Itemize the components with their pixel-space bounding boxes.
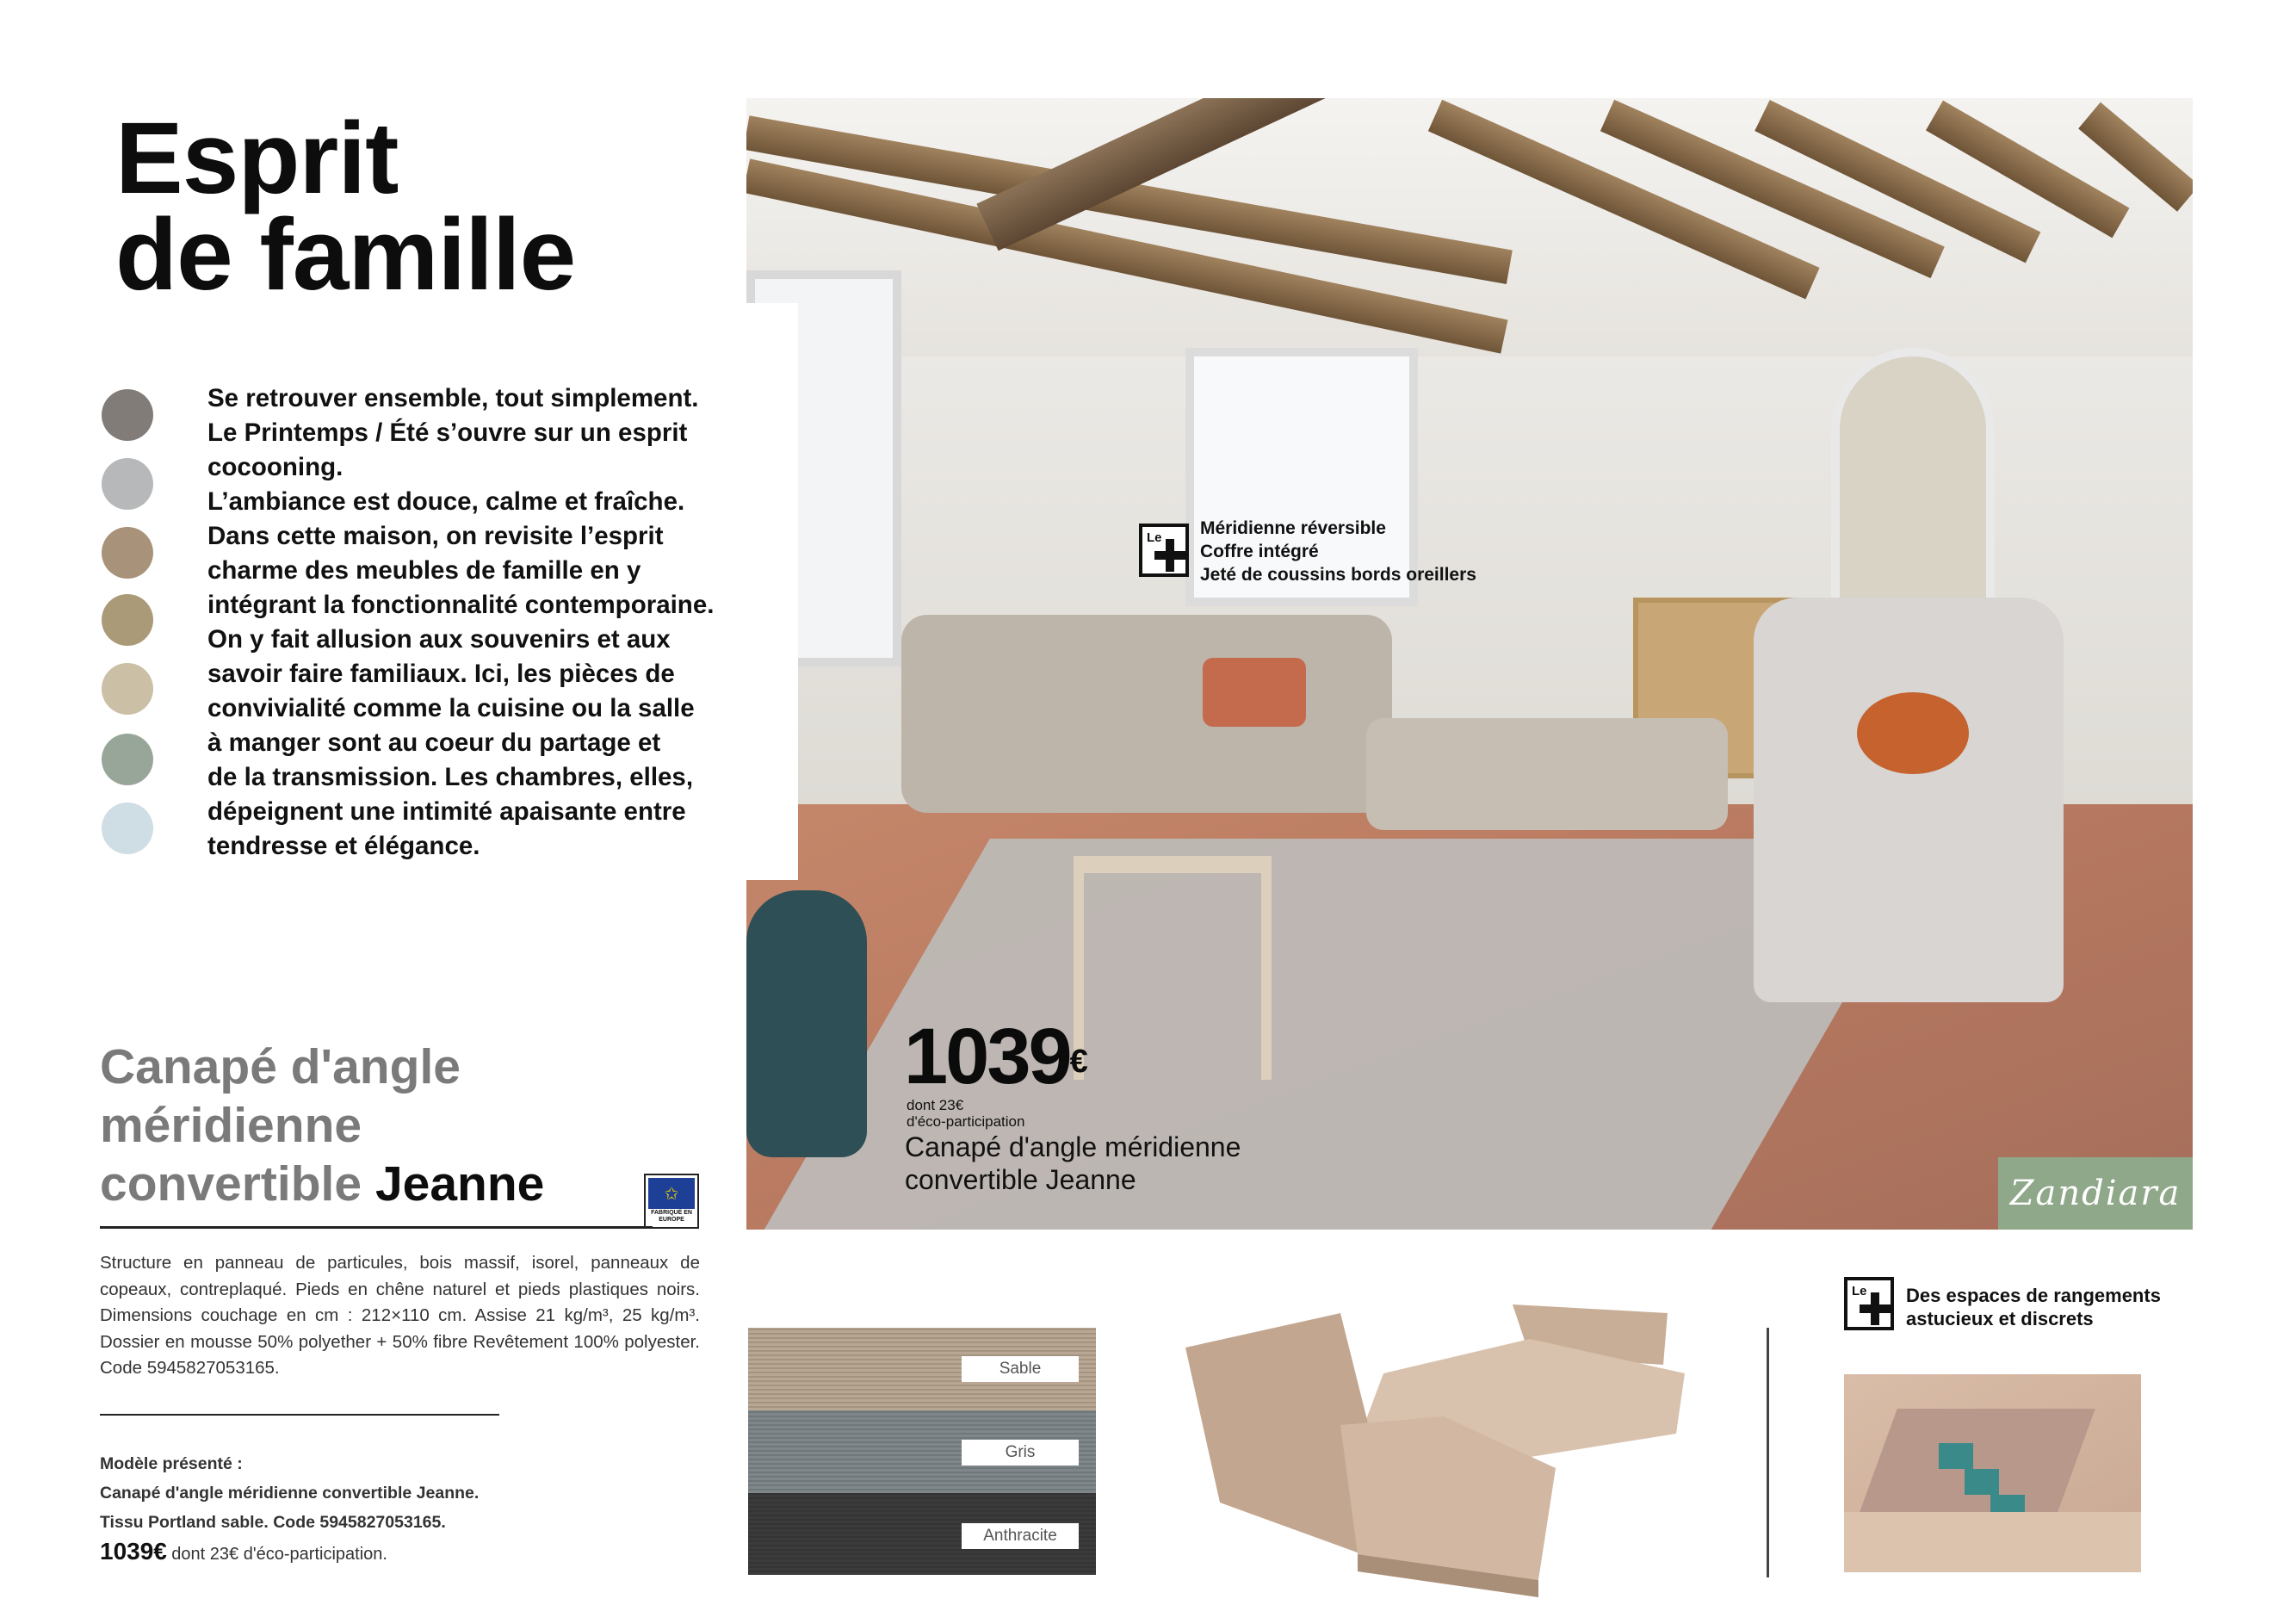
title-line-2: de famille — [115, 198, 576, 312]
title-line-1: Esprit — [115, 102, 399, 215]
divider — [100, 1226, 653, 1229]
le-label: Le — [1147, 530, 1162, 545]
price-currency: € — [1069, 1044, 1088, 1080]
eco-participation — [907, 1097, 1024, 1130]
arched-mirror — [1831, 348, 1995, 606]
product-title — [100, 1038, 544, 1213]
color-swatch — [102, 734, 153, 785]
model-label: Modèle présenté : — [100, 1454, 243, 1473]
intro-line: L’ambiance est douce, calme et fraîche. — [207, 487, 685, 516]
intro-line: cocooning. — [207, 453, 343, 481]
side-table — [1074, 856, 1272, 1080]
storage-photo — [1844, 1374, 2141, 1572]
cushion — [1203, 658, 1306, 727]
fabric-label: Anthracite — [962, 1523, 1079, 1549]
feature-item: Coffre intégré — [1200, 542, 1319, 561]
feature-item: Jeté de coussins bords oreillers — [1200, 565, 1476, 585]
fabric-label: Gris — [962, 1440, 1079, 1466]
price-tag — [904, 1013, 1088, 1100]
photo-inset-margin — [746, 303, 798, 880]
le-plus-icon — [1139, 524, 1189, 577]
product-name: Jeanne — [374, 1156, 545, 1211]
round-cushion — [1857, 692, 1969, 774]
title-line: méridienne — [100, 1098, 362, 1153]
color-swatch — [102, 527, 153, 579]
price-value: 1039 — [904, 1013, 1070, 1100]
photo-product-title — [905, 1131, 1241, 1196]
title-line: Canapé d'angle — [100, 1039, 461, 1094]
feature-list — [1200, 517, 1476, 586]
color-swatch — [102, 594, 153, 646]
intro-line: Dans cette maison, on revisite l’esprit — [207, 522, 664, 550]
intro-line: intégrant la fonctionnalité contemporaine. — [207, 591, 715, 619]
model-info — [100, 1449, 479, 1569]
vase — [746, 890, 867, 1157]
eco-line: dont 23€ — [907, 1097, 964, 1113]
brand-logo: Zandiara — [1998, 1157, 2193, 1230]
intro-line: On y fait allusion aux souvenirs et aux — [207, 625, 671, 654]
intro-line: Se retrouver ensemble, tout simplement. — [207, 384, 699, 412]
intro-line: convivialité comme la cuisine ou la salle — [207, 694, 695, 722]
color-swatch — [102, 389, 153, 441]
sofa — [901, 615, 1392, 813]
fabric-swatch-anthracite — [748, 1493, 1096, 1575]
model-eco: dont 23€ d'éco-participation. — [171, 1545, 387, 1564]
color-swatch — [102, 458, 153, 510]
eu-flag-icon: ✩ — [648, 1178, 695, 1209]
intro-line: savoir faire familiaux. Ici, les pièces de — [207, 660, 675, 688]
intro-line: tendresse et élégance. — [207, 832, 480, 860]
sofa-bed-photo — [1185, 1296, 1712, 1597]
made-in-europe-badge — [644, 1174, 699, 1229]
product-description: Structure en panneau de particules, bois massif, isorel, panneaux de copeaux, contreplaqué. Pieds en chêne naturel et pieds plastiques noirs. Dimensions couchage en cm : 212×110 cm. Assise 21 kg/m³, 25 kg/m³. Dossier en mousse 50% polyether + 50% fibre Revêtement 100% polyester. Code 5945827053165. — [100, 1253, 700, 1378]
intro-line: de la transmission. Les chambres, elles, — [207, 763, 694, 791]
fabric-swatches — [748, 1328, 1096, 1575]
fabric-label: Sable — [962, 1356, 1079, 1382]
intro-line: à manger sont au coeur du partage et — [207, 728, 661, 757]
fabric-swatch-gris — [748, 1410, 1096, 1493]
sofa-chaise — [1366, 718, 1728, 830]
page-title — [115, 102, 576, 312]
intro-text — [207, 381, 741, 864]
eco-line: d'éco-participation — [907, 1113, 1025, 1130]
le-plus-icon — [1844, 1277, 1894, 1330]
divider — [1767, 1328, 1769, 1577]
storage-feature — [1906, 1284, 2161, 1330]
intro-line: charme des meubles de famille en y — [207, 556, 641, 585]
intro-line: Le Printemps / Été s’ouvre sur un esprit — [207, 418, 688, 447]
title-line: convertible — [100, 1156, 362, 1211]
color-swatch — [102, 663, 153, 715]
title-line: Canapé d'angle méridienne — [905, 1131, 1241, 1162]
model-fabric: Tissu Portland sable. Code 5945827053165. — [100, 1513, 446, 1532]
color-swatch — [102, 802, 153, 854]
divider — [100, 1414, 499, 1416]
feature-line: astucieux et discrets — [1906, 1308, 2094, 1329]
fabric-swatch-sable — [748, 1328, 1096, 1410]
model-name: Canapé d'angle méridienne convertible Jeanne. — [100, 1484, 480, 1503]
armchair — [1754, 598, 2064, 1002]
feature-line: Des espaces de rangements — [1906, 1285, 2161, 1306]
model-price: 1039€ — [100, 1538, 167, 1565]
le-label: Le — [1852, 1284, 1867, 1298]
intro-line: dépeignent une intimité apaisante entre — [207, 797, 686, 826]
feature-item: Méridienne réversible — [1200, 518, 1386, 538]
title-line: convertible Jeanne — [905, 1164, 1136, 1195]
badge-text: FABRIQUÉ EN EUROPE — [651, 1210, 692, 1223]
